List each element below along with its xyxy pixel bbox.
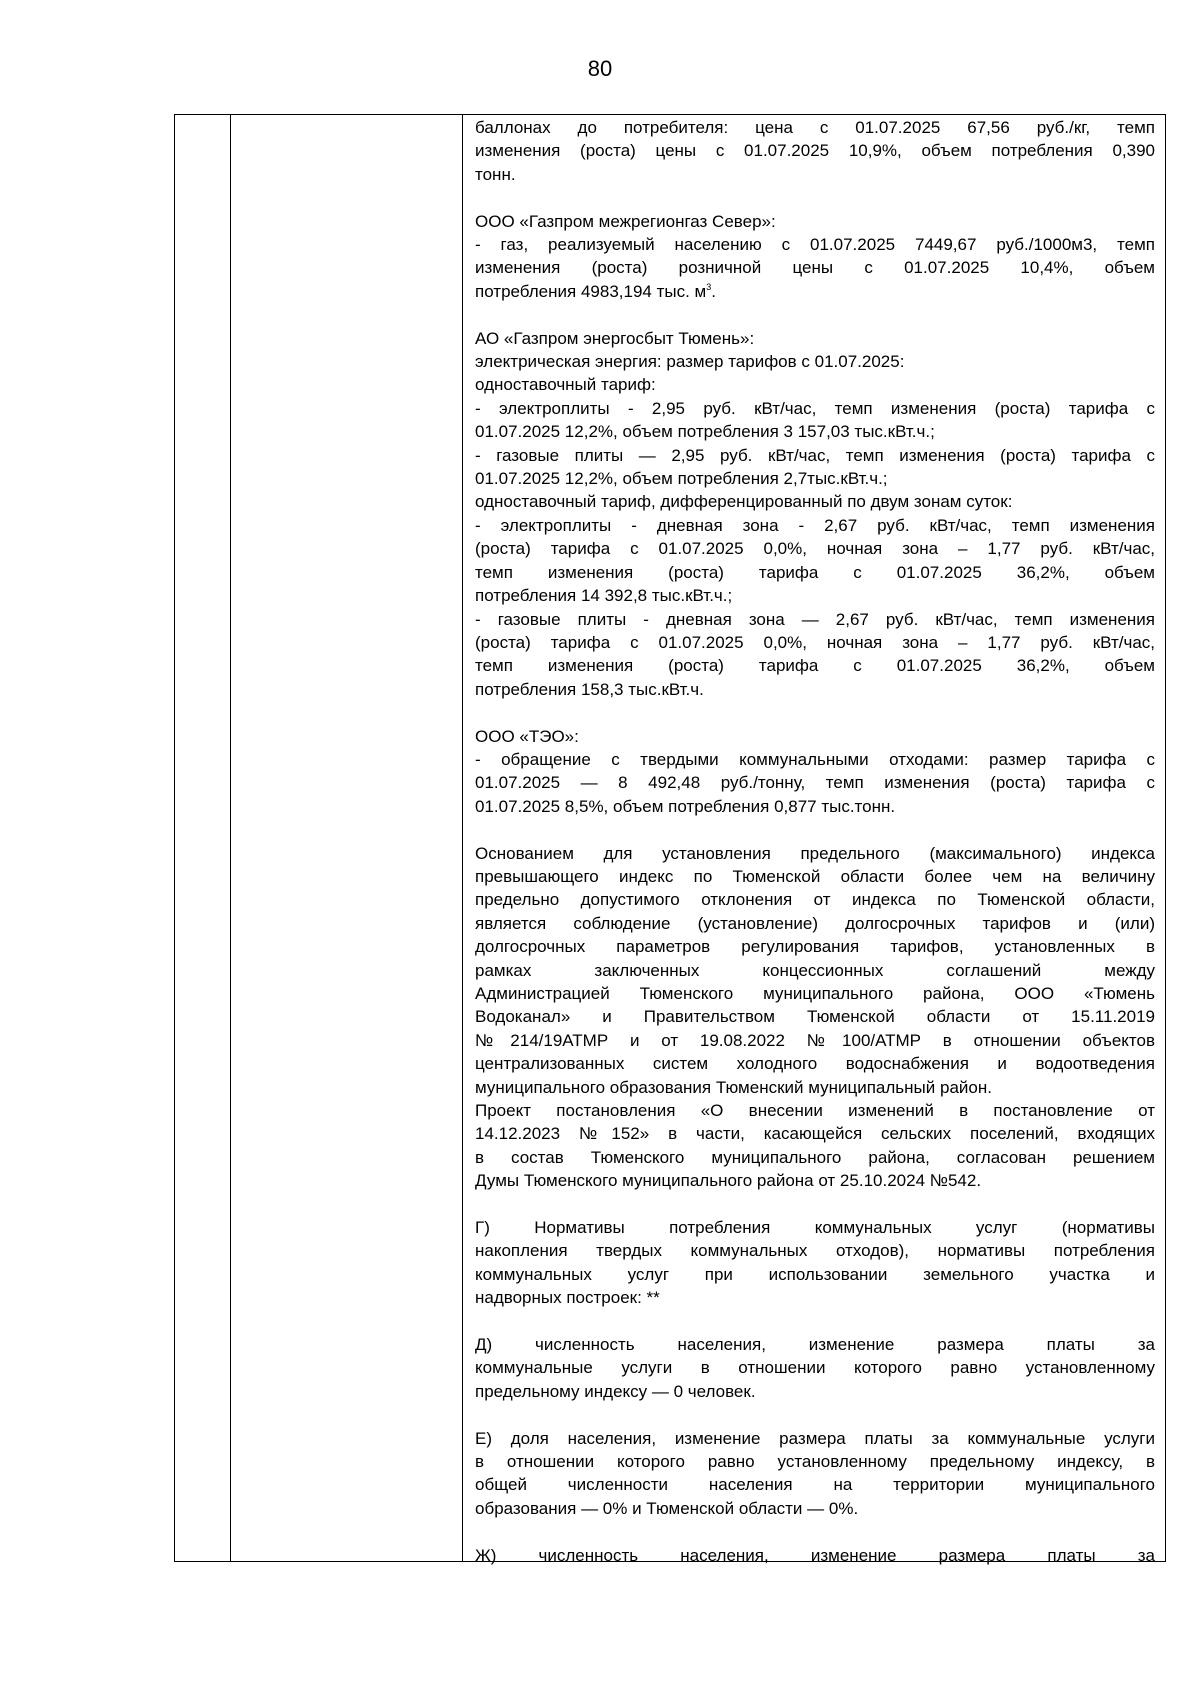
text-line-content: - газовые плиты - дневная зона — 2,67 руб. кВт/час, темп изменения bbox=[475, 609, 1155, 629]
text-line-content: №214/19АТМР и от 19.08.2022 №100/АТМР в отношении объектов bbox=[475, 1030, 1155, 1050]
text-line-content: 01.07.2025 12,2%, объем потребления 2,7тыс.кВт.ч.; bbox=[475, 469, 888, 489]
text-line-content: ООО «Газпром межрегионгаз Север»: bbox=[475, 211, 776, 231]
text-line bbox=[475, 1216, 1155, 1239]
text-line-content: темп изменения (роста) тарифа с 01.07.2025 36,2%, объем bbox=[475, 656, 1155, 676]
text-line-content: 01.07.2025 8,5%, объем потребления 0,877 тыс.тонн. bbox=[475, 796, 896, 816]
text-line bbox=[475, 1169, 1155, 1192]
text-line-content: Д) численность населения, изменение размера платы за bbox=[475, 1335, 1155, 1355]
text-line-content: - газовые плиты — 2,95 руб. кВт/час, темп изменения (роста) тарифа с bbox=[475, 445, 1155, 465]
text-line-content: ООО «ТЭО»: bbox=[475, 726, 579, 746]
text-line bbox=[475, 373, 1155, 396]
text-line bbox=[475, 444, 1155, 467]
text-line bbox=[475, 982, 1155, 1005]
paragraph bbox=[475, 210, 1155, 304]
text-line-content: надворных построек: ** bbox=[475, 1288, 660, 1308]
text-line bbox=[475, 1356, 1155, 1379]
text-line bbox=[475, 116, 1155, 139]
text-line-content: Ж) численность населения, изменение размера платы за bbox=[475, 1545, 1155, 1565]
text-line-content: 14.12.2023 №152» в части, касающейся сельских поселений, входящих bbox=[475, 1124, 1155, 1144]
text-line bbox=[475, 280, 1155, 303]
text-line-content: АО «Газпром энергосбыт Тюмень»: bbox=[475, 328, 755, 348]
text-line-content: Проект постановления «О внесении изменений в постановление от bbox=[475, 1101, 1155, 1120]
text-line bbox=[475, 1333, 1155, 1356]
text-line bbox=[475, 139, 1155, 162]
text-line-content: Водоканал» и Правительством Тюменской области от 15.11.2019 bbox=[475, 1007, 1155, 1027]
text-line-content: тонн. bbox=[475, 164, 516, 184]
text-line bbox=[475, 1450, 1155, 1473]
text-line-content: долгосрочных параметров регулирования тарифов, установленных в bbox=[475, 937, 1155, 957]
text-line-content: Администрацией Тюменского муниципального района, ООО «Тюмень bbox=[475, 983, 1155, 1003]
text-line bbox=[475, 725, 1155, 748]
text-line bbox=[475, 514, 1155, 537]
text-line bbox=[475, 233, 1155, 256]
text-line bbox=[475, 1263, 1155, 1286]
text-line-content: - электроплиты - 2,95 руб. кВт/час, темп изменения (роста) тарифа с bbox=[475, 398, 1155, 418]
text-line-content: (роста) тарифа с 01.07.2025 0,0%, ночная зона – 1,77 руб. кВт/час, bbox=[475, 632, 1155, 652]
text-line bbox=[475, 490, 1155, 513]
text-line bbox=[475, 256, 1155, 279]
text-line bbox=[475, 1473, 1155, 1496]
text-line bbox=[475, 959, 1155, 982]
text-line-content: общей численности населения на территории муниципального bbox=[475, 1475, 1155, 1495]
text-line-content: является соблюдение (установление) долгосрочных тарифов и (или) bbox=[475, 913, 1155, 933]
text-line-content: - газ, реализуемый населению с 01.07.2025 7449,67 руб./1000м3, темп bbox=[475, 235, 1155, 255]
page-number: 80 bbox=[587, 56, 613, 81]
text-line bbox=[475, 912, 1155, 935]
text-line-content: Думы Тюменского муниципального района от 25.10.2024 №542. bbox=[475, 1171, 982, 1191]
text-line bbox=[475, 1122, 1155, 1145]
document-table bbox=[174, 114, 1166, 1565]
text-line bbox=[475, 584, 1155, 607]
text-line bbox=[475, 561, 1155, 584]
text-line-content: изменения (роста) розничной цены с 01.07.2025 10,4%, объем bbox=[475, 258, 1155, 278]
text-line-content: потребления 14 392,8 тыс.кВт.ч.; bbox=[475, 586, 733, 606]
text-line-content: Е) доля населения, изменение размера платы за коммунальные услуги bbox=[475, 1428, 1155, 1448]
text-line bbox=[475, 888, 1155, 911]
column-divider-1 bbox=[230, 115, 231, 1561]
paragraph bbox=[475, 1333, 1155, 1403]
text-line bbox=[475, 1497, 1155, 1520]
column-divider-2 bbox=[462, 115, 463, 1561]
text-line bbox=[475, 467, 1155, 490]
text-line bbox=[475, 631, 1155, 654]
text-line-content: в отношении которого равно установленному предельному индексу, в bbox=[475, 1452, 1155, 1472]
text-line-content: - обращение с твердыми коммунальными отходами: размер тарифа с bbox=[475, 749, 1155, 769]
text-line-content: коммунальные услуги в отношении которого равно установленному bbox=[475, 1358, 1155, 1378]
text-line bbox=[475, 1427, 1155, 1450]
paragraph bbox=[475, 1544, 1155, 1567]
paragraph bbox=[475, 116, 1155, 186]
text-line-content: изменения (роста) цены с 01.07.2025 10,9%, объем потребления 0,390 bbox=[475, 141, 1155, 161]
text-line bbox=[475, 327, 1155, 350]
text-line bbox=[475, 1005, 1155, 1028]
text-line bbox=[475, 1029, 1155, 1052]
text-line bbox=[475, 842, 1155, 865]
text-line-content: баллонах до потребителя: цена с 01.07.2025 67,56 руб./кг, темп bbox=[475, 118, 1155, 137]
text-line-content: темп изменения (роста) тарифа с 01.07.2025 36,2%, объем bbox=[475, 562, 1155, 582]
table-cell-content bbox=[475, 116, 1155, 1567]
text-line bbox=[475, 1146, 1155, 1169]
text-line-content: коммунальных услуг при использовании земельного участка и bbox=[475, 1264, 1155, 1284]
text-line bbox=[475, 1286, 1155, 1309]
text-line bbox=[475, 350, 1155, 373]
text-line bbox=[475, 608, 1155, 631]
text-line-content: Г) Нормативы потребления коммунальных услуг (нормативы bbox=[475, 1218, 1155, 1238]
text-line bbox=[475, 795, 1155, 818]
text-line-content: 01.07.2025 — 8 492,48 руб./тонну, темп изменения (роста) тарифа с bbox=[475, 773, 1155, 793]
text-line bbox=[475, 537, 1155, 560]
text-line-content: превышающего индекс по Тюменской области более чем на величину bbox=[475, 866, 1155, 886]
text-line bbox=[475, 654, 1155, 677]
text-line-content: (роста) тарифа с 01.07.2025 0,0%, ночная зона – 1,77 руб. кВт/час, bbox=[475, 539, 1155, 559]
text-line-content: - электроплиты - дневная зона - 2,67 руб. кВт/час, темп изменения bbox=[475, 515, 1155, 535]
text-line-content: муниципального образования Тюменский муниципальный район. bbox=[475, 1077, 992, 1097]
text-line-content: потребления 4983,194 тыс. м bbox=[475, 281, 707, 301]
text-line bbox=[475, 1076, 1155, 1099]
text-line-content: образования — 0% и Тюменской области — 0%. bbox=[475, 1498, 859, 1518]
text-line bbox=[475, 865, 1155, 888]
text-line-content: электрическая энергия: размер тарифов с 01.07.2025: bbox=[475, 352, 905, 372]
text-line bbox=[475, 748, 1155, 771]
text-line bbox=[475, 420, 1155, 443]
text-line-content: 01.07.2025 12,2%, объем потребления 3 157,03 тыс.кВт.ч.; bbox=[475, 422, 935, 442]
text-line bbox=[475, 935, 1155, 958]
text-line-content: Основанием для установления предельного (максимального) индекса bbox=[475, 843, 1155, 863]
paragraph bbox=[475, 725, 1155, 819]
text-line-content: предельно допустимого отклонения от индекса по Тюменской области, bbox=[475, 890, 1155, 910]
paragraph bbox=[475, 842, 1155, 1193]
paragraph bbox=[475, 1216, 1155, 1310]
text-line-content: одноставочный тариф, дифференцированный по двум зонам суток: bbox=[475, 492, 1013, 512]
text-line bbox=[475, 1239, 1155, 1262]
text-line bbox=[475, 210, 1155, 233]
text-line bbox=[475, 1052, 1155, 1075]
paragraph bbox=[475, 1427, 1155, 1521]
text-line-content: одноставочный тариф: bbox=[475, 375, 656, 395]
text-line bbox=[475, 1544, 1155, 1567]
text-line-content: предельному индексу — 0 человек. bbox=[475, 1381, 756, 1401]
text-line-content: накопления твердых коммунальных отходов), нормативы потребления bbox=[475, 1241, 1155, 1261]
paragraph bbox=[475, 327, 1155, 702]
superscript: 3 bbox=[706, 281, 712, 292]
text-line-content: потребления 158,3 тыс.кВт.ч. bbox=[475, 679, 704, 699]
text-line-content: рамках заключенных концессионных соглашений между bbox=[475, 960, 1155, 980]
text-line bbox=[475, 771, 1155, 794]
text-line-content: централизованных систем холодного водоснабжения и водоотведения bbox=[475, 1054, 1155, 1074]
text-line-suffix: . bbox=[711, 281, 716, 301]
text-line-content: в состав Тюменского муниципального района, согласован решением bbox=[475, 1147, 1155, 1167]
text-line bbox=[475, 397, 1155, 420]
text-line bbox=[475, 678, 1155, 701]
text-line bbox=[475, 163, 1155, 186]
text-line bbox=[475, 1380, 1155, 1403]
text-line bbox=[475, 1099, 1155, 1122]
